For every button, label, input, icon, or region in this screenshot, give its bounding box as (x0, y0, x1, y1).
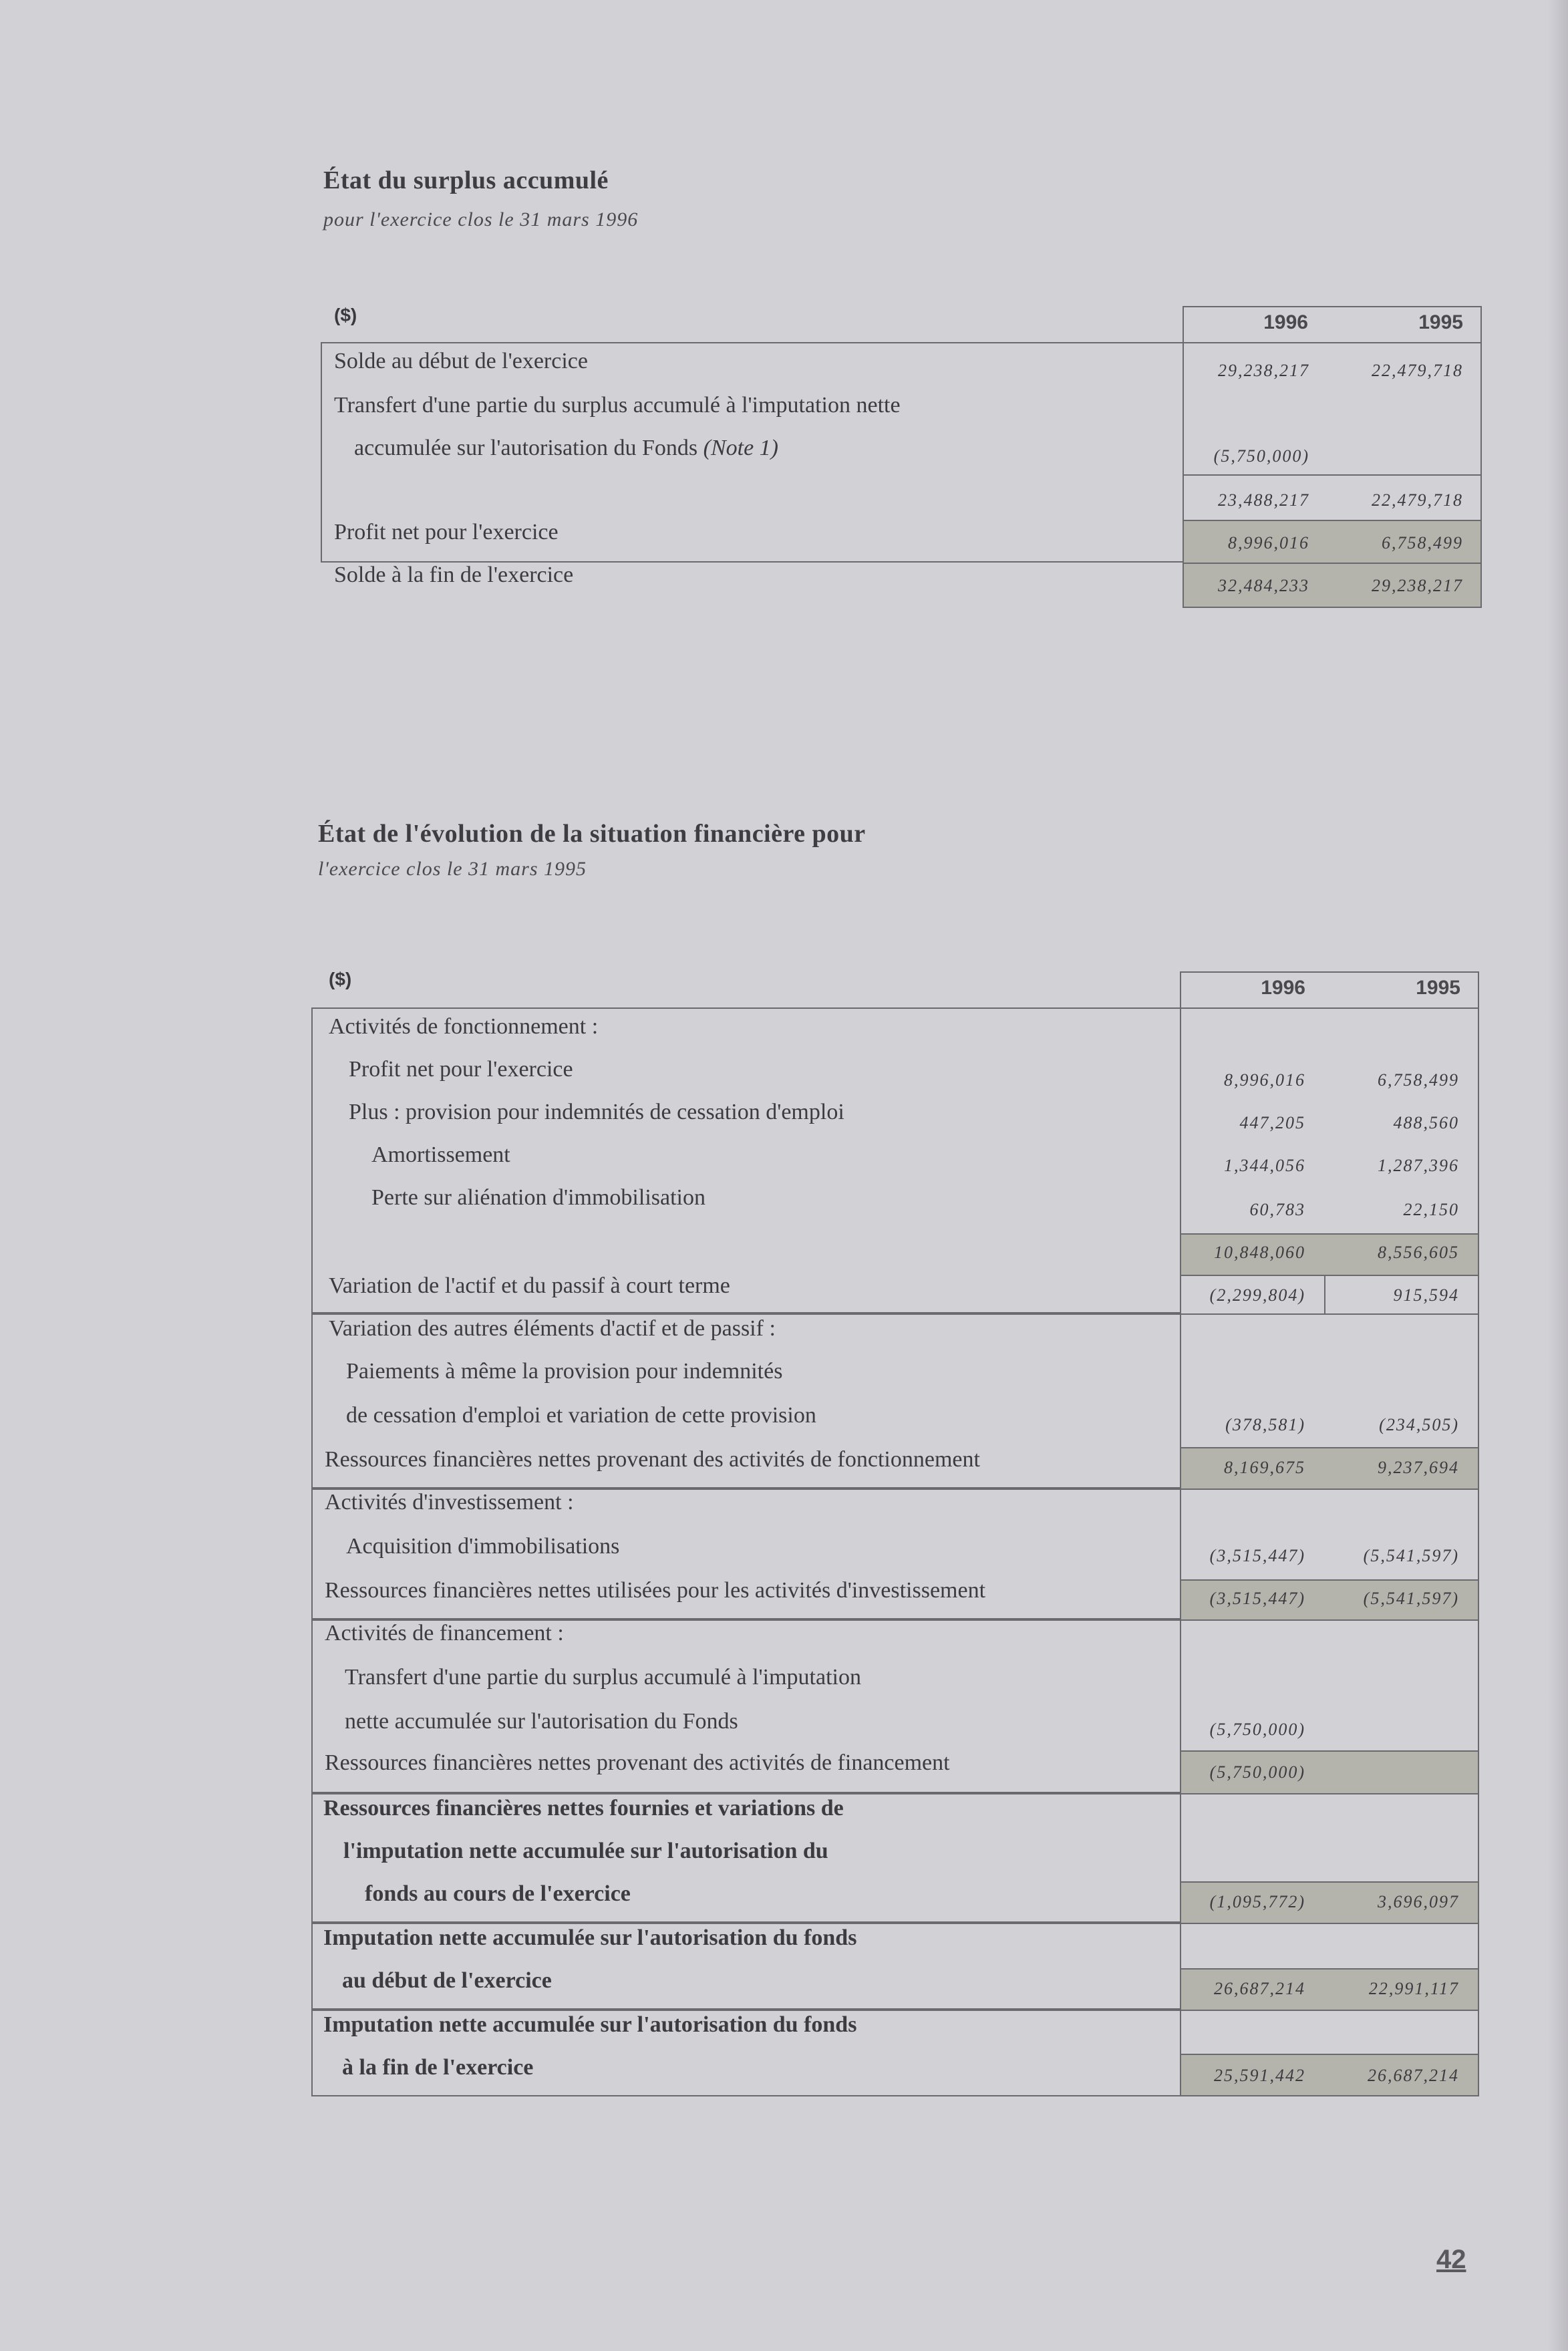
row-fund-transfer-1996: (5,750,000) (1209, 1720, 1305, 1739)
row-severance-payments-1995: (234,505) (1379, 1415, 1459, 1434)
row-opening-imputation-label-2: au début de l'exercice (342, 1968, 552, 1993)
row-severance-payments-label-1: Paiements à même la provision pour indemnités (346, 1359, 783, 1384)
row-net-profit-1996: 8,996,016 (1228, 533, 1309, 553)
row-opening-imputation-label-1: Imputation nette accumulée sur l'autorisation du fonds (323, 1925, 857, 1950)
statement1-year-1996: 1996 (1263, 311, 1308, 333)
row-net-resources-1996: (1,095,772) (1209, 1892, 1305, 1911)
row-investing-heading: Activités d'investissement : (325, 1490, 574, 1515)
row-severance-provision-1995: 488,560 (1393, 1113, 1459, 1132)
row-operating-subtotal-1995: 8,556,605 (1378, 1243, 1459, 1262)
statement2-year-1996: 1996 (1261, 977, 1305, 999)
row-net-profit-label: Profit net pour l'exercice (349, 1057, 573, 1082)
row-disposal-loss-1995: 22,150 (1403, 1200, 1459, 1219)
row-opening-balance-label: Solde au début de l'exercice (334, 349, 588, 373)
row-operating-resources-1996: 8,169,675 (1224, 1458, 1305, 1477)
row-net-resources-label-1: Ressources financières nettes fournies et variations de (323, 1796, 844, 1821)
row-shortterm-variation-1995: 915,594 (1393, 1285, 1459, 1305)
row-transfer-label-line2: accumulée sur l'autorisation du Fonds (Note 1) (354, 436, 778, 460)
row-financing-resources-1996: (5,750,000) (1209, 1762, 1305, 1782)
row-severance-provision-1996: 447,205 (1239, 1113, 1305, 1132)
row-operating-heading: Activités de fonctionnement : (329, 1014, 599, 1039)
row-opening-balance-1996: 29,238,217 (1218, 361, 1309, 380)
row-operating-subtotal-1996: 10,848,060 (1214, 1243, 1305, 1262)
row-shortterm-variation-1996: (2,299,804) (1209, 1285, 1305, 1305)
row-opening-imputation-1996: 26,687,214 (1214, 1979, 1305, 1998)
row-operating-resources-label: Ressources financières nettes provenant des activités de fonctionnement (325, 1447, 980, 1472)
row-shortterm-variation-label: Variation de l'actif et du passif à court terme (329, 1273, 730, 1298)
row-net-resources-label-2: l'imputation nette accumulée sur l'autorisation du (343, 1839, 828, 1863)
statement1-title: État du surplus accumulé (323, 166, 609, 194)
row-acquisition-1996: (3,515,447) (1209, 1546, 1305, 1565)
row-severance-payments-label-2: de cessation d'emploi et variation de cette provision (346, 1403, 816, 1428)
row-amortization-1995: 1,287,396 (1378, 1156, 1459, 1175)
statement2-title: État de l'évolution de la situation financière pour (318, 820, 866, 848)
statement2-unit: ($) (329, 969, 352, 989)
row-amortization-1996: 1,344,056 (1224, 1156, 1305, 1175)
row-financing-resources-label: Ressources financières nettes provenant des activités de financement (325, 1750, 950, 1775)
page-number: 42 (1436, 2245, 1466, 2274)
row-financing-heading: Activités de financement : (325, 1621, 564, 1645)
row-transfer-label-line1: Transfert d'une partie du surplus accumulé à l'imputation nette (334, 393, 901, 418)
row-net-profit-1995: 6,758,499 (1378, 1070, 1459, 1090)
row-fund-transfer-label-2: nette accumulée sur l'autorisation du Fonds (345, 1709, 738, 1734)
row-closing-imputation-1996: 25,591,442 (1214, 2066, 1305, 2085)
row-closing-balance-1995: 29,238,217 (1372, 576, 1463, 595)
row-net-resources-label-3: fonds au cours de l'exercice (365, 1881, 631, 1906)
row-net-profit-label: Profit net pour l'exercice (334, 520, 559, 544)
statement2-value-box (1180, 971, 1479, 2096)
row-investing-resources-1996: (3,515,447) (1209, 1589, 1305, 1608)
row-fund-transfer-label-1: Transfert d'une partie du surplus accumulé à l'imputation (345, 1665, 861, 1690)
row-acquisition-label: Acquisition d'immobilisations (346, 1534, 620, 1559)
row-acquisition-1995: (5,541,597) (1363, 1546, 1459, 1565)
row-severance-provision-label: Plus : provision pour indemnités de cessation d'emploi (349, 1100, 844, 1124)
row-severance-payments-1996: (378,581) (1225, 1415, 1305, 1434)
row-closing-imputation-1995: 26,687,214 (1368, 2066, 1459, 2085)
row-other-items-heading: Variation des autres éléments d'actif et de passif : (329, 1316, 776, 1341)
row-closing-balance-1996: 32,484,233 (1218, 576, 1309, 595)
statement1-subtitle: pour l'exercice clos le 31 mars 1996 (323, 208, 639, 230)
row-net-profit-1996: 8,996,016 (1224, 1070, 1305, 1090)
row-transfer-1996: (5,750,000) (1213, 446, 1309, 466)
row-disposal-loss-1996: 60,783 (1249, 1200, 1305, 1219)
row-subtotal-1995: 22,479,718 (1372, 490, 1463, 510)
note-reference: (Note 1) (703, 436, 778, 460)
row-investing-resources-label: Ressources financières nettes utilisées pour les activités d'investissement (325, 1578, 986, 1603)
row-net-profit-1995: 6,758,499 (1382, 533, 1463, 553)
row-disposal-loss-label: Perte sur aliénation d'immobilisation (371, 1185, 705, 1210)
row-opening-imputation-1995: 22,991,117 (1368, 1979, 1459, 1998)
row-closing-imputation-label-1: Imputation nette accumulée sur l'autorisation du fonds (323, 2012, 857, 2037)
row-subtotal-1996: 23,488,217 (1218, 490, 1309, 510)
row-operating-resources-1995: 9,237,694 (1378, 1458, 1459, 1477)
statement1-unit: ($) (334, 305, 357, 325)
row-opening-balance-1995: 22,479,718 (1372, 361, 1463, 380)
row-investing-resources-1995: (5,541,597) (1363, 1589, 1459, 1608)
statement2-subtitle: l'exercice clos le 31 mars 1995 (318, 858, 587, 880)
row-net-resources-1995: 3,696,097 (1378, 1892, 1459, 1911)
row-closing-imputation-label-2: à la fin de l'exercice (342, 2055, 534, 2080)
statement2-year-1995: 1995 (1416, 977, 1460, 999)
page-edge-shadow (1548, 0, 1568, 2351)
row-amortization-label: Amortissement (371, 1142, 510, 1167)
row-closing-balance-label: Solde à la fin de l'exercice (334, 563, 574, 587)
statement1-year-1995: 1995 (1418, 311, 1463, 333)
